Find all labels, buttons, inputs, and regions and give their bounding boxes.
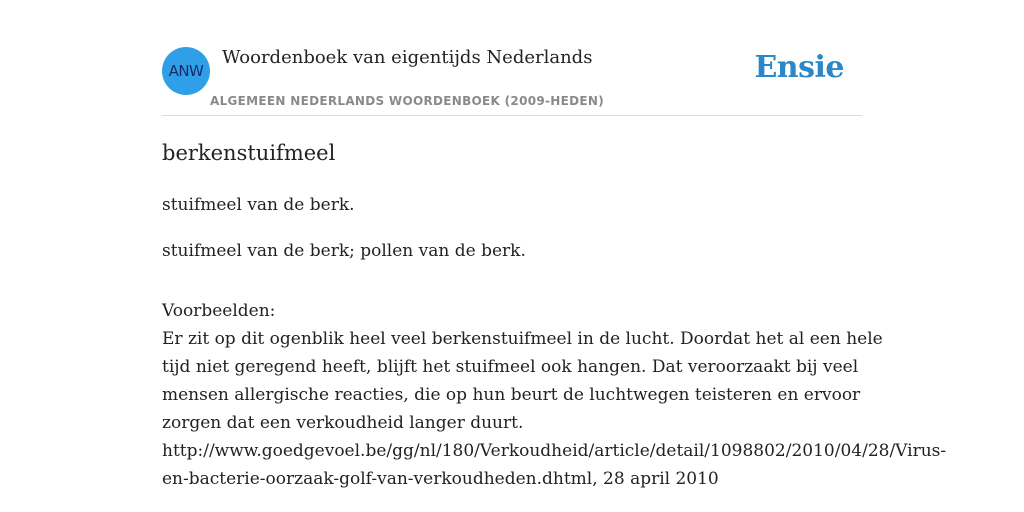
- example-line: Er zit op dit ogenblik heel veel berkenstuifmeel in de lucht. Doordat het al een hele: [162, 329, 883, 349]
- example-line: zorgen dat een verkoudheid langer duurt.: [162, 413, 524, 433]
- site-subtitle: ALGEMEEN NEDERLANDS WOORDENBOEK (2009-HEDEN): [210, 94, 605, 108]
- example-line: tijd niet geregend heeft, blijft het stuifmeel ook hangen. Dat veroorzaakt bij veel: [162, 357, 859, 377]
- definition-short: stuifmeel van de berk.: [162, 195, 355, 215]
- example-line: mensen allergische reacties, die op hun beurt de luchtwegen teisteren en ervoor: [162, 385, 861, 405]
- anw-logo[interactable]: ANW: [162, 47, 210, 95]
- entry-headword: berkenstuifmeel: [162, 141, 336, 165]
- example-source-line: http://www.goedgevoel.be/gg/nl/180/Verkoudheid/article/detail/1098802/2010/04/28/Virus-: [162, 441, 947, 461]
- examples-block: [162, 297, 947, 493]
- site-title[interactable]: Woordenboek van eigentijds Nederlands: [222, 47, 593, 68]
- example-source-line: en-bacterie-oorzaak-golf-van-verkoudheden.dhtml, 28 april 2010: [162, 469, 719, 489]
- ensie-logo[interactable]: Ensie: [754, 50, 844, 85]
- examples-label: Voorbeelden:: [162, 301, 276, 321]
- definition-long: stuifmeel van de berk; pollen van de berk.: [162, 241, 526, 261]
- page-header: [162, 46, 862, 116]
